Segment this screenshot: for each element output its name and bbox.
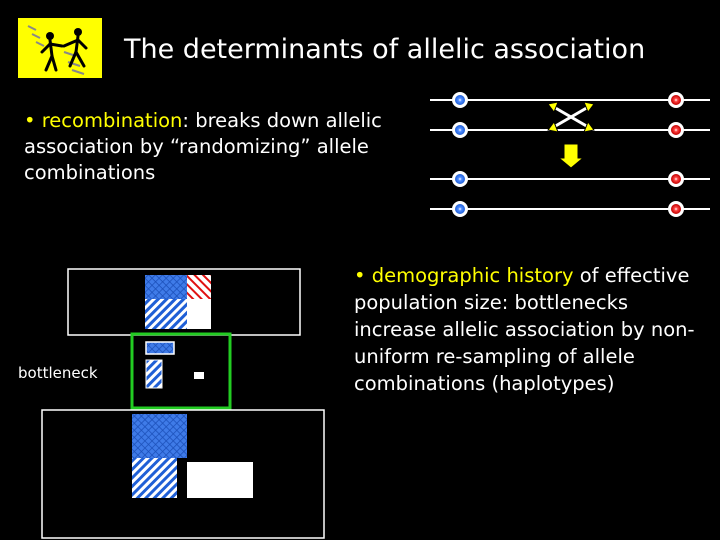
recombination-text: : breaks down allelic association by “randomizing” allele combinations [24,109,382,184]
two-figures-walking-logo-icon [18,18,102,78]
bottleneck-haplotype-hatched [146,360,162,388]
haplotype-blue-solid [145,275,187,299]
demography-text: of effective population size: bottlenecks increase allelic association by non-uniform re-sampling of allele combinations (haplotypes) [354,264,695,395]
haplotype-red-hatched [187,275,211,299]
bullet: • [354,264,366,287]
logo [18,18,102,78]
after-haplotype-white [187,462,253,498]
after-haplotype-blue-solid [132,414,187,458]
crossover-x-arrows-icon [548,102,594,132]
demography-term: demographic history [371,264,574,287]
page-title: The determinants of allelic association [124,34,646,65]
after-haplotype-blue-hatched [132,458,177,498]
bullet: • [24,109,36,132]
demography-paragraph [354,262,714,397]
bottleneck-label: bottleneck [18,364,98,382]
haplotype-white [187,299,211,329]
bottleneck-haplotype-blue [146,342,174,354]
recombination-paragraph [24,108,424,186]
down-arrow-icon [559,144,583,168]
haplotype-blue-hatched [145,299,187,329]
bottleneck-diagram [0,260,340,540]
recombination-diagram [420,86,720,226]
bottleneck-haplotype-white [194,372,204,379]
recombination-term: recombination [41,109,183,132]
